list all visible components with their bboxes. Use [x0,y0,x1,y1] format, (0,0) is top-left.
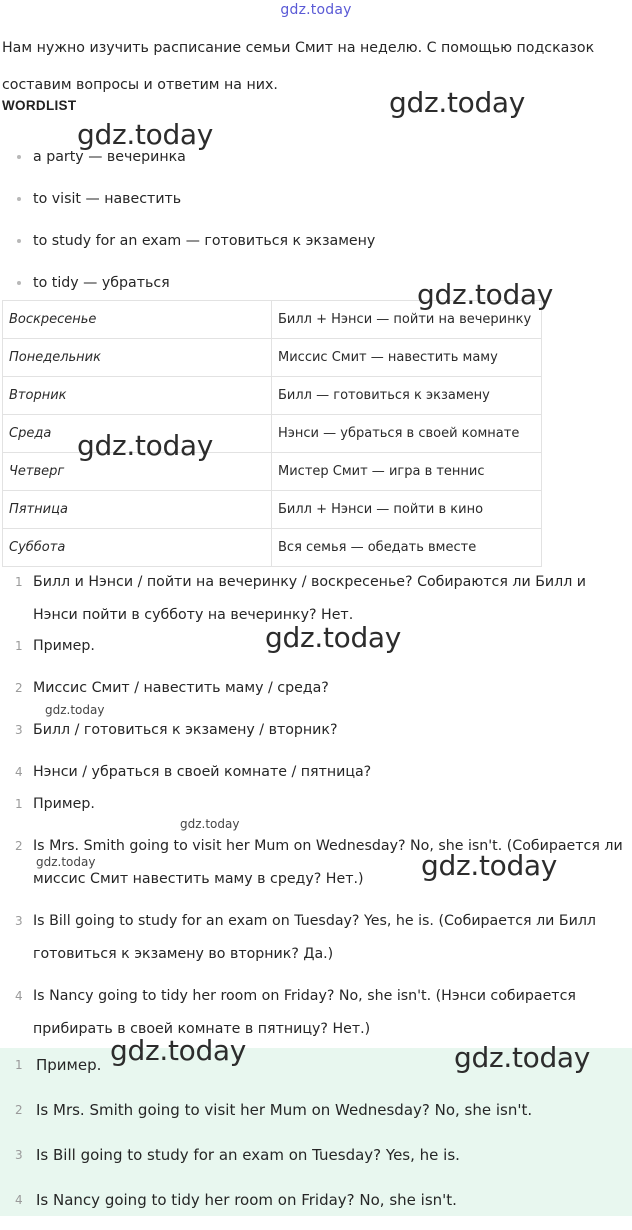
watermark: gdz.today [180,817,240,831]
final-answer-list [0,1050,632,1230]
day-cell: Суббота [3,529,272,567]
watermark: gdz.today [389,86,526,119]
item-number: 2 [15,839,23,853]
answer-list [0,788,632,1040]
plan-cell: Нэнси — убраться в своей комнате [272,415,542,453]
list-item: 1 Пример. [0,1050,632,1095]
bullet-icon [17,197,21,201]
day-cell: Среда [3,415,272,453]
table-row [3,339,542,377]
item-number: 4 [15,1193,23,1207]
item-number: 4 [15,989,23,1003]
item-number: 2 [15,1103,23,1117]
day-cell: Четверг [3,453,272,491]
wordlist-item: to study for an exam — готовиться к экзамену [0,220,600,262]
wordlist-item: to visit — навестить [0,178,600,220]
table-row [3,529,542,567]
list-item: 4 Нэнси / убраться в своей комнате / пятница? [0,756,632,798]
list-item: 4 Is Nancy going to tidy her room on Friday? No, she isn't. [0,1185,632,1230]
watermark: gdz.today [421,849,558,882]
plan-cell: Мистер Смит — игра в теннис [272,453,542,491]
list-item: 3 Is Bill going to study for an exam on Tuesday? Yes, he is. [0,1140,632,1185]
bullet-icon [17,281,21,285]
watermark: gdz.today [77,118,214,151]
day-cell: Пятница [3,491,272,529]
list-item: 1 Пример. [0,788,632,830]
plan-cell: Миссис Смит — навестить маму [272,339,542,377]
watermark: gdz.today [45,703,105,717]
watermark: gdz.today [77,429,214,462]
list-item: 2 Is Mrs. Smith going to visit her Mum on Wednesday? No, she isn't. [0,1095,632,1140]
watermark: gdz.today [417,278,554,311]
item-number: 1 [15,575,23,589]
bullet-icon [17,155,21,159]
wordlist-title: WORDLIST [2,98,77,113]
item-number: 1 [15,639,23,653]
list-item: 4 Is Nancy going to tidy her room on Friday? No, she isn't. (Нэнси собирается прибирать в своей комнате в пятницу? Нет.) [0,980,632,1040]
wordlist-item: to tidy — убраться [0,262,600,304]
list-item: 1 Билл и Нэнси / пойти на вечеринку / воскресенье? Собираются ли Билл и Нэнси пойти в субботу на вечеринку? Нет. [0,566,632,632]
item-number: 4 [15,765,23,779]
watermark: gdz.today [265,621,402,654]
wordlist-item: a party — вечеринка [0,136,600,178]
plan-cell: Билл + Нэнси — пойти на вечеринку [272,301,542,339]
day-cell: Воскресенье [3,301,272,339]
plan-cell: Билл + Нэнси — пойти в кино [272,491,542,529]
list-item: 2 Миссис Смит / навестить маму / среда? [0,672,632,714]
plan-cell: Вся семья — обедать вместе [272,529,542,567]
table-row [3,377,542,415]
item-number: 3 [15,723,23,737]
day-cell: Вторник [3,377,272,415]
item-number: 1 [15,797,23,811]
watermark: gdz.today [454,1041,591,1074]
day-cell: Понедельник [3,339,272,377]
item-number: 2 [15,681,23,695]
plan-cell: Билл — готовиться к экзамену [272,377,542,415]
header-watermark: gdz.today [280,2,352,18]
list-item: 3 Is Bill going to study for an exam on Tuesday? Yes, he is. (Собирается ли Билл готовиться к экзамену во вторник? Да.) [0,905,632,980]
watermark: gdz.today [36,855,96,869]
item-number: 3 [15,914,23,928]
task-description: Нам нужно изучить расписание семьи Смит на неделю. С помощью подсказок составим вопросы и ответим на них. [2,40,595,93]
bullet-icon [17,239,21,243]
list-item: 1 Пример. [0,630,632,672]
table-row [3,491,542,529]
list-item: 2 Is Mrs. Smith going to visit her Mum on Wednesday? No, she isn't. (Собирается ли миссис Смит навестить маму в среду? Нет.) [0,830,632,905]
list-item: 3 Билл / готовиться к экзамену / вторник? [0,714,632,756]
watermark: gdz.today [110,1034,247,1067]
item-number: 1 [15,1058,23,1072]
item-number: 3 [15,1148,23,1162]
